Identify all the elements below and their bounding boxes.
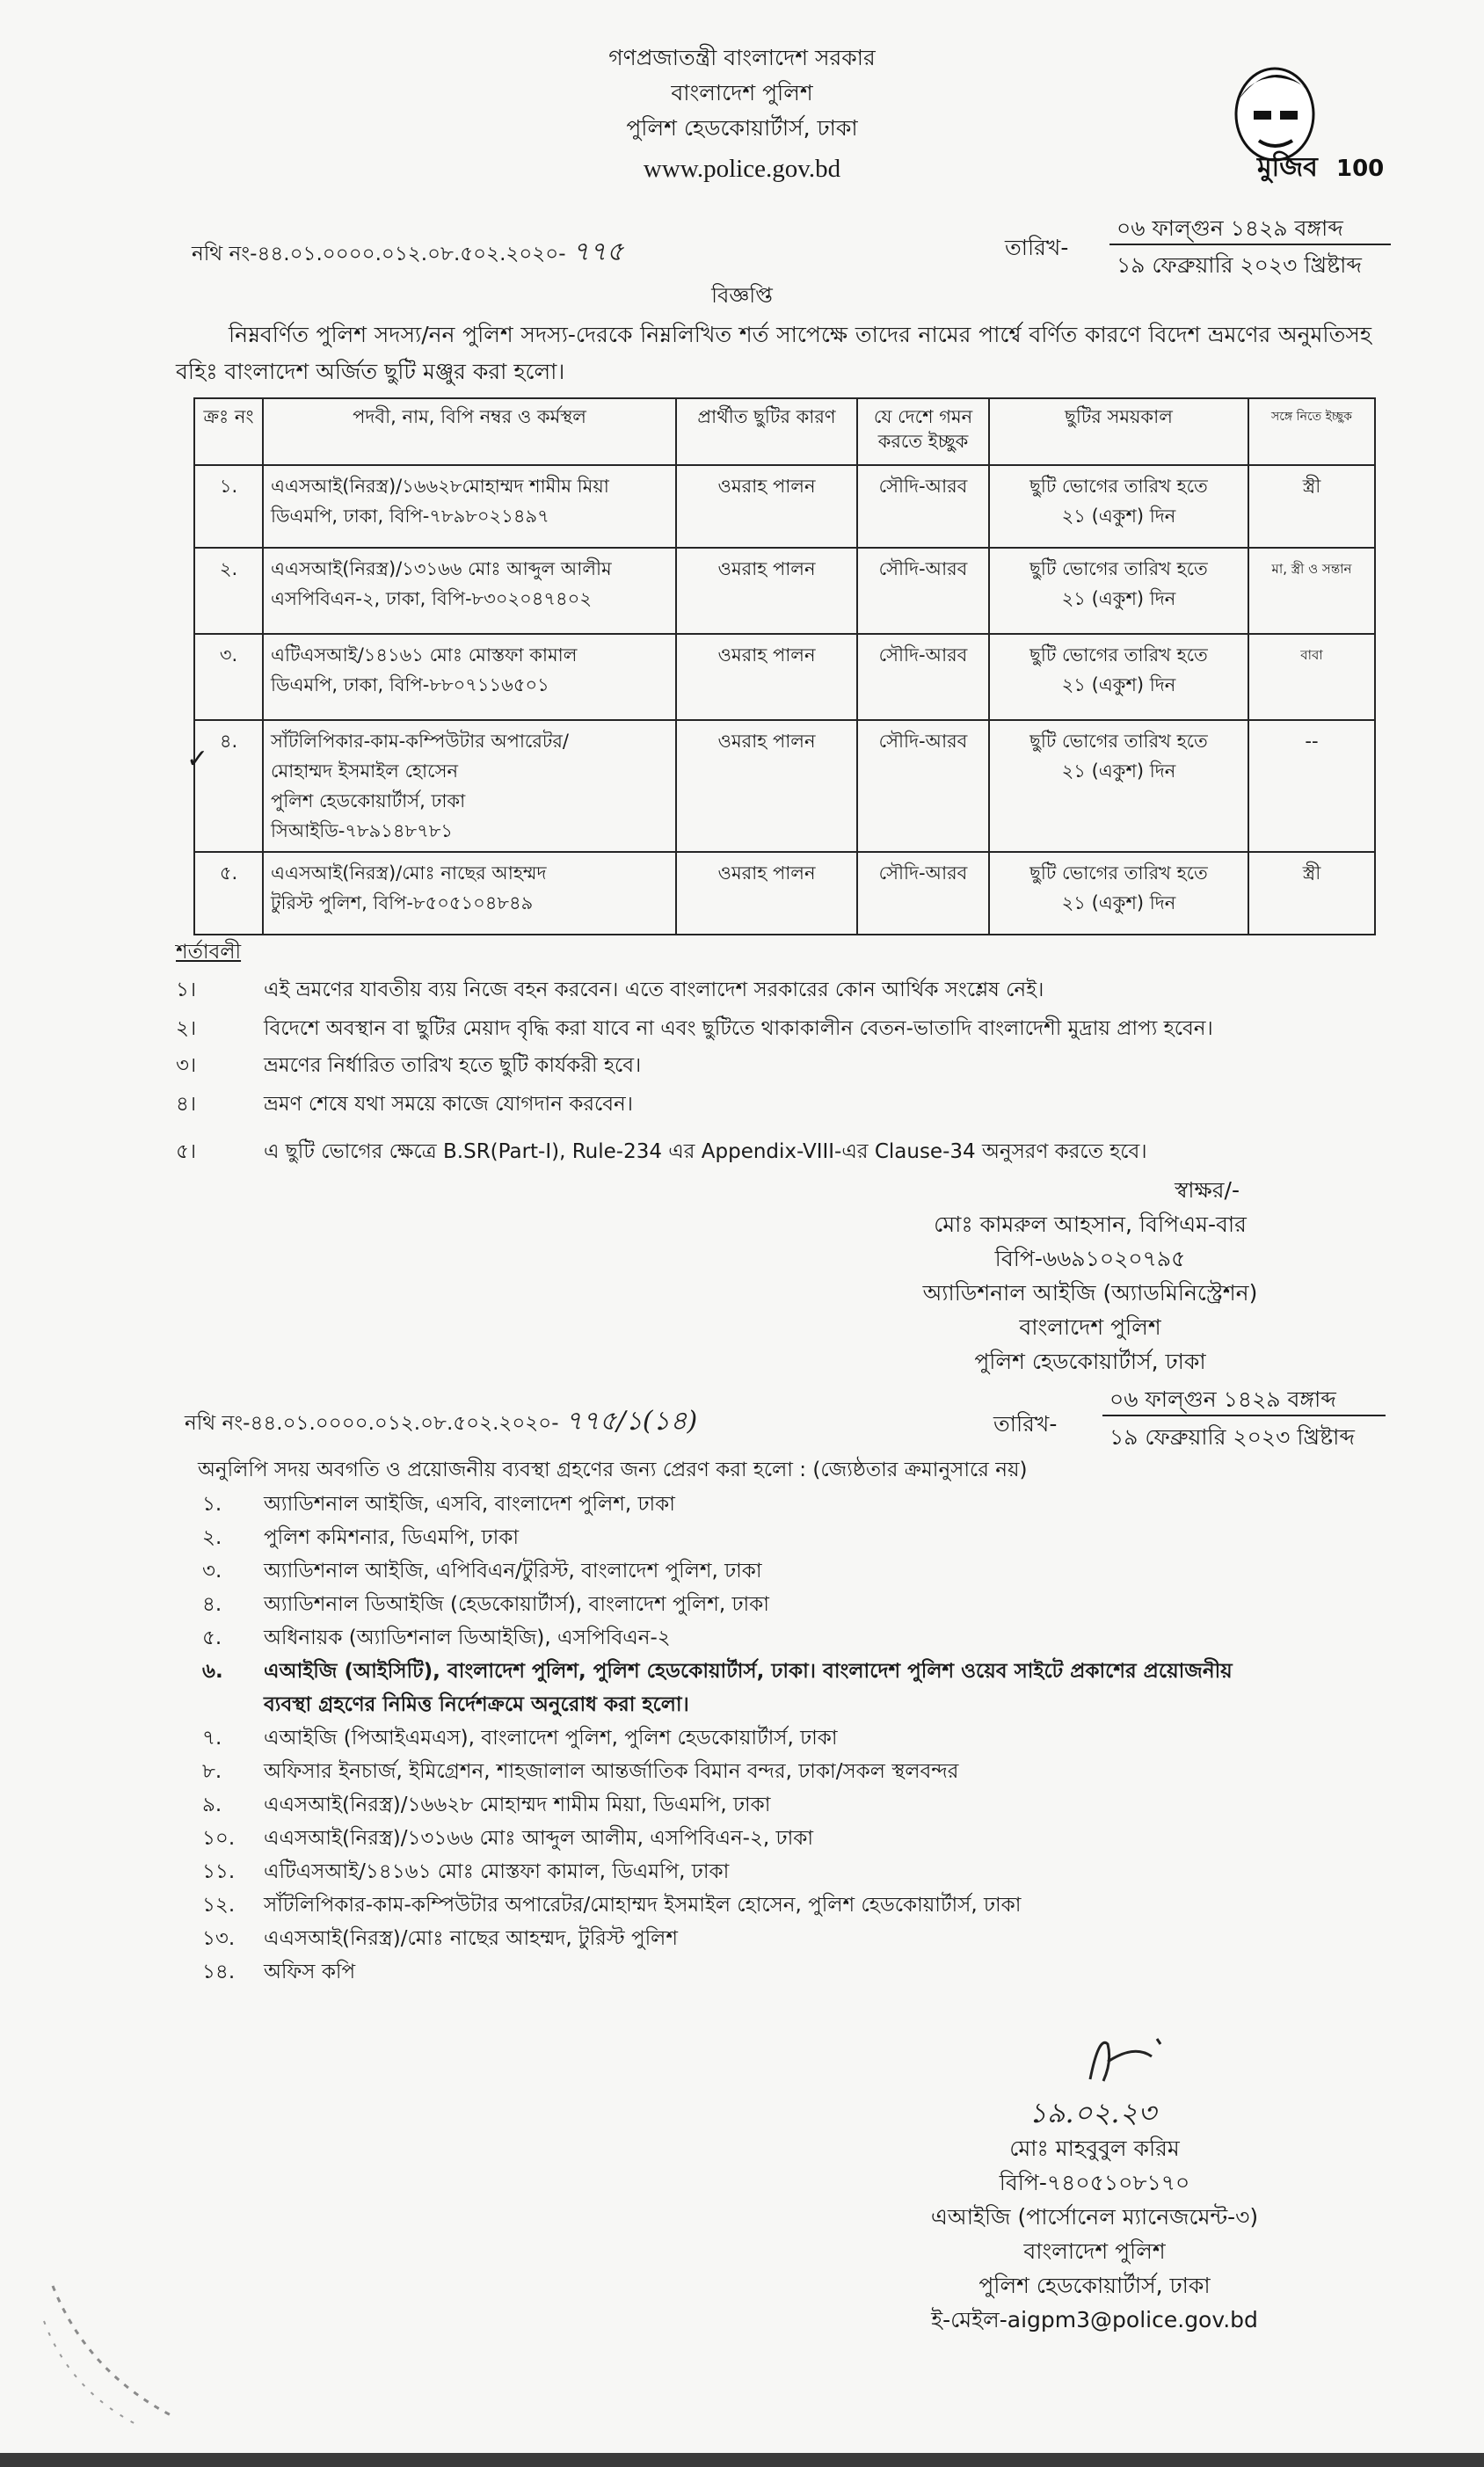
signatory2-email: ই-মেইল-aigpm3@police.gov.bd xyxy=(931,2307,1258,2332)
row-duration xyxy=(989,852,1248,935)
list-number: ১২. xyxy=(202,1894,236,1917)
list-number: ৭. xyxy=(202,1727,222,1750)
duration-line: ২১ (একুশ) দিন xyxy=(1061,760,1176,782)
leave-table xyxy=(193,397,1376,935)
list-item xyxy=(202,1822,1415,1855)
memo2-date-bangla: ০৬ ফাল্গুন ১৪২৯ বঙ্গাব্দ xyxy=(1109,1386,1336,1412)
list-number: ২. xyxy=(202,1526,222,1549)
row-reason: ওমরাহ পালন xyxy=(676,465,857,548)
condition-text: ভ্রমণ শেষে যথা সময়ে কাজে যোগদান করবেন। xyxy=(264,1093,634,1116)
condition-number: ১। xyxy=(176,979,197,1001)
list-number: ১. xyxy=(202,1493,222,1516)
tick-mark-icon: ✓ xyxy=(186,744,209,775)
signatory-designation: অ্যাডিশনাল আইজি (অ্যাডমিনিস্ট্রেশন) xyxy=(922,1280,1258,1306)
logo-badge: 100 xyxy=(1336,156,1385,182)
row-country: সৌদি-আরব xyxy=(857,720,989,852)
list-item xyxy=(202,1955,1415,1989)
name-line: সাঁটলিপিকার-কাম-কম্পিউটার অপারেটর/ xyxy=(271,731,569,752)
condition-item xyxy=(176,1087,633,1122)
list-item xyxy=(202,1888,1415,1922)
list-item xyxy=(202,1922,1415,1955)
table-row xyxy=(194,465,1375,548)
condition-number: ৫। xyxy=(176,1140,197,1163)
date-bangla: ০৬ ফাল্গুন ১৪২৯ বঙ্গাব্দ xyxy=(1117,215,1343,241)
row-reason: ওমরাহ পালন xyxy=(676,548,857,634)
name-line: এসপিবিএন-২, ঢাকা, বিপি-৮৩০২০৪৭৪০২ xyxy=(271,588,592,609)
name-line: মোহাম্মদ ইসমাইল হোসেন xyxy=(271,760,458,782)
condition-text: ভ্রমণের নির্ধারিত তারিখ হতে ছুটি কার্যকরী হবে। xyxy=(264,1054,642,1077)
memo2-date-rule xyxy=(1102,1415,1386,1416)
name-line: সিআইডি-৭৮৯১৪৮৭৮১ xyxy=(271,820,454,841)
date-label: তারিখ- xyxy=(1005,235,1069,260)
col-country: যে দেশে গমন করতে ইচ্ছুক xyxy=(857,398,989,465)
signatory2-office: পুলিশ হেডকোয়ার্টার্স, ঢাকা xyxy=(978,2273,1211,2298)
list-text-line: এআইজি (আইসিটি), বাংলাদেশ পুলিশ, পুলিশ হেডকোয়ার্টার্স, ঢাকা। বাংলাদেশ পুলিশ ওয়েব সাইটে প্রকাশের প্রয়োজনীয় xyxy=(264,1660,1233,1683)
row-country: সৌদি-আরব xyxy=(857,465,989,548)
logo-text: মুজিব xyxy=(1257,152,1318,183)
row-serial: ২. xyxy=(194,548,263,634)
condition-item xyxy=(176,972,1044,1008)
signatory2-org: বাংলাদেশ পুলিশ xyxy=(1023,2238,1166,2264)
list-number: ৪. xyxy=(202,1593,222,1616)
memo-ref xyxy=(192,230,623,275)
list-item xyxy=(202,1755,1415,1788)
duration-line: ২১ (একুশ) দিন xyxy=(1061,674,1176,695)
list-text: অ্যাডিশনাল আইজি, এপিবিএন/টুরিস্ট, বাংলাদেশ পুলিশ, ঢাকা xyxy=(264,1560,762,1583)
duration-line: ২১ (একুশ) দিন xyxy=(1061,588,1176,609)
col-reason: প্রার্থীত ছুটির কারণ xyxy=(676,398,857,465)
list-item xyxy=(202,1788,1415,1822)
scan-edge xyxy=(0,2453,1484,2467)
list-text: অধিনায়ক (অ্যাডিশনাল ডিআইজি), এসপিবিএন-২ xyxy=(264,1626,671,1649)
date-english: ১৯ ফেব্রুয়ারি ২০২৩ খ্রিষ্টাব্দ xyxy=(1117,252,1362,278)
memo-ref-number: নথি নং-৪৪.০১.০০০০.০১২.০৮.৫০২.২০২০- xyxy=(192,243,566,266)
row-name xyxy=(263,720,676,852)
row-name xyxy=(263,548,676,634)
list-text: অ্যাডিশনাল ডিআইজি (হেডকোয়ার্টার্স), বাংলাদেশ পুলিশ, ঢাকা xyxy=(264,1593,769,1616)
list-number: ৬. xyxy=(202,1660,223,1683)
duration-line: ছুটি ভোগের তারিখ হতে xyxy=(1029,644,1208,666)
list-number: ৯. xyxy=(202,1794,222,1816)
duration-line: ২১ (একুশ) দিন xyxy=(1061,892,1176,913)
copy-intro: অনুলিপি সদয় অবগতি ও প্রয়োজনীয় ব্যবস্থা গ্রহণের জন্য প্রেরণ করা হলো : (জ্যেষ্ঠতার ক্রমানুসারে নয়) xyxy=(198,1459,1028,1481)
duration-line: ছুটি ভোগের তারিখ হতে xyxy=(1029,476,1208,497)
condition-text: এই ভ্রমণের যাবতীয় ব্যয় নিজে বহন করবেন। এতে বাংলাদেশ সরকারের কোন আর্থিক সংশ্লেষ নেই। xyxy=(264,979,1044,1001)
notice-title: বিজ্ঞপ্তি xyxy=(711,283,773,308)
memo2-ref-number: নথি নং-৪৪.০১.০০০০.০১২.০৮.৫০২.২০২০- xyxy=(185,1412,559,1435)
signatory-org: বাংলাদেশ পুলিশ xyxy=(1019,1314,1161,1340)
list-text: এআইজি (পিআইএমএস), বাংলাদেশ পুলিশ, পুলিশ হেডকোয়ার্টার্স, ঢাকা xyxy=(264,1727,838,1750)
name-line: ডিএমপি, ঢাকা, বিপি-৮৮০৭১১৬৫০১ xyxy=(271,674,549,695)
list-item xyxy=(202,1721,1415,1755)
conditions-title: শর্তাবলী xyxy=(176,941,242,964)
list-text: এটিএসআই/১৪১৬১ মোঃ মোস্তফা কামাল, ডিএমপি, ঢাকা xyxy=(264,1860,730,1883)
mujib-100-logo-icon xyxy=(1196,53,1389,185)
condition-text: বিদেশে অবস্থান বা ছুটির মেয়াদ বৃদ্ধি করা যাবে না এবং ছুটিতে থাকাকালীন বেতন-ভাতাদি বাংলাদেশী মুদ্রায় প্রাপ্য হবেন। xyxy=(264,1017,1213,1040)
memo2-ref-hand: ৭৭৫/১(১৪) xyxy=(564,1406,698,1437)
list-number: ১৪. xyxy=(202,1961,236,1983)
list-item xyxy=(202,1621,1415,1655)
row-companion: স্ত্রী xyxy=(1248,852,1375,935)
row-duration xyxy=(989,548,1248,634)
office-name: পুলিশ হেডকোয়ার্টার্স, ঢাকা xyxy=(626,115,858,141)
row-duration xyxy=(989,634,1248,720)
list-text: এএসআই(নিরস্ত্র)/১৩১৬৬ মোঃ আব্দুল আলীম, এসপিবিএন-২, ঢাকা xyxy=(264,1827,813,1850)
date-rule xyxy=(1109,244,1391,245)
signatory-name: মোঃ কামরুল আহসান, বিপিএম-বার xyxy=(934,1212,1247,1237)
list-text xyxy=(264,1655,1415,1721)
list-item xyxy=(202,1554,1415,1588)
row-companion: -- xyxy=(1248,720,1375,852)
condition-number: ৩। xyxy=(176,1054,197,1077)
list-item xyxy=(202,1588,1415,1621)
condition-item xyxy=(176,1134,1147,1169)
list-text: অ্যাডিশনাল আইজি, এসবি, বাংলাদেশ পুলিশ, ঢাকা xyxy=(264,1493,675,1516)
condition-number: ৪। xyxy=(176,1093,197,1116)
list-number: ১৩. xyxy=(202,1927,236,1950)
name-line: এএসআই(নিরস্ত্র)/১৩১৬৬ মোঃ আব্দুল আলীম xyxy=(271,558,612,579)
name-line: এএসআই(নিরস্ত্র)/মোঃ নাছের আহম্মদ xyxy=(271,862,547,884)
row-country: সৌদি-আরব xyxy=(857,634,989,720)
list-text-line: ব্যবস্থা গ্রহণের নিমিত্ত নির্দেশক্রমে অনুরোধ করা হলো। xyxy=(264,1693,689,1716)
signatory-bp: বিপি-৬৬৯১০২০৭৯৫ xyxy=(994,1246,1186,1271)
website: www.police.gov.bd xyxy=(643,155,841,183)
list-text: সাঁটলিপিকার-কাম-কম্পিউটার অপারেটর/মোহাম্মদ ইসমাইল হোসেন, পুলিশ হেডকোয়ার্টার্স, ঢাকা xyxy=(264,1894,1022,1917)
row-duration xyxy=(989,465,1248,548)
row-serial: ৪. xyxy=(194,720,263,852)
signed-mark: স্বাক্ষর/- xyxy=(1175,1177,1240,1203)
notice-body: নিম্নবর্ণিত পুলিশ সদস্য/নন পুলিশ সদস্য-দেরকে নিম্নলিখিত শর্ত সাপেক্ষে তাদের নামের পার্শ্বে বর্ণিত কারণে বিদেশ ভ্রমণের অনুমতিসহ বহিঃ বাংলাদেশ অর্জিত ছুটি মঞ্জুর করা হলো। xyxy=(176,322,1371,384)
gov-name: গণপ্রজাতন্ত্রী বাংলাদেশ সরকার xyxy=(608,45,876,70)
handwritten-date: ১৯.০২.২৩ xyxy=(1029,2096,1157,2129)
signature2-block xyxy=(906,2131,1284,2337)
list-item xyxy=(202,1521,1415,1554)
list-number: ১০. xyxy=(202,1827,236,1850)
signatory2-bp: বিপি-৭৪০৫১০৮১৭০ xyxy=(999,2170,1190,2195)
list-text: এএসআই(নিরস্ত্র)/১৬৬২৮ মোহাম্মদ শামীম মিয়া, ডিএমপি, ঢাকা xyxy=(264,1794,771,1816)
signatory-office: পুলিশ হেডকোয়ার্টার্স, ঢাকা xyxy=(974,1349,1206,1374)
duration-line: ২১ (একুশ) দিন xyxy=(1061,506,1176,527)
condition-number: ২। xyxy=(176,1017,197,1040)
list-text: অফিসার ইনচার্জ, ইমিগ্রেশন, শাহজালাল আন্তর্জাতিক বিমান বন্দর, ঢাকা/সকল স্থলবন্দর xyxy=(264,1760,959,1783)
table-header-row xyxy=(194,398,1375,465)
name-line: ডিএমপি, ঢাকা, বিপি-৭৮৯৮০২১৪৯৭ xyxy=(271,506,549,527)
col-name: পদবী, নাম, বিপি নম্বর ও কর্মস্থল xyxy=(263,398,676,465)
duration-line: ছুটি ভোগের তারিখ হতে xyxy=(1029,558,1208,579)
memo-ref-hand: ৭৭৫ xyxy=(571,237,624,267)
memo2-ref xyxy=(185,1400,697,1445)
copy-list xyxy=(202,1488,1415,1989)
signatory2-name: মোঃ মাহবুবুল করিম xyxy=(1009,2136,1180,2161)
condition-item xyxy=(176,1048,641,1083)
row-name xyxy=(263,852,676,935)
list-item xyxy=(202,1488,1415,1521)
table-row xyxy=(194,852,1375,935)
list-text: অফিস কপি xyxy=(264,1961,356,1983)
row-serial: ১. xyxy=(194,465,263,548)
row-name xyxy=(263,465,676,548)
row-reason: ওমরাহ পালন xyxy=(676,720,857,852)
table-row xyxy=(194,720,1375,852)
row-reason: ওমরাহ পালন xyxy=(676,852,857,935)
duration-line: ছুটি ভোগের তারিখ হতে xyxy=(1029,862,1208,884)
row-serial: ৫. xyxy=(194,852,263,935)
col-serial: ক্রঃ নং xyxy=(194,398,263,465)
condition-item xyxy=(176,1011,1213,1046)
col-duration: ছুটির সময়কাল xyxy=(989,398,1248,465)
name-line: পুলিশ হেডকোয়ার্টার্স, ঢাকা xyxy=(271,790,466,811)
table-row xyxy=(194,548,1375,634)
signature-block xyxy=(879,1173,1301,1379)
condition-text: এ ছুটি ভোগের ক্ষেত্রে B.SR(Part-I), Rule-234 এর Appendix-VIII-এর Clause-34 অনুসরণ করতে হবে। xyxy=(264,1140,1147,1163)
memo2-date-label: তারিখ- xyxy=(993,1411,1058,1437)
list-text: এএসআই(নিরস্ত্র)/মোঃ নাছের আহম্মদ, টুরিস্ট পুলিশ xyxy=(264,1927,678,1950)
row-country: সৌদি-আরব xyxy=(857,548,989,634)
table-row xyxy=(194,634,1375,720)
list-number: ৮. xyxy=(202,1760,222,1783)
row-companion: স্ত্রী xyxy=(1248,465,1375,548)
list-item xyxy=(202,1855,1415,1888)
row-name xyxy=(263,634,676,720)
list-number: ১১. xyxy=(202,1860,236,1883)
memo2-date-english: ১৯ ফেব্রুয়ারি ২০২৩ খ্রিষ্টাব্দ xyxy=(1109,1424,1355,1450)
handwritten-signature-icon xyxy=(1073,2027,1187,2097)
list-item xyxy=(202,1655,1415,1721)
faded-stamp-icon xyxy=(35,2268,202,2435)
list-number: ৫. xyxy=(202,1626,222,1649)
row-serial: ৩. xyxy=(194,634,263,720)
name-line: টুরিস্ট পুলিশ, বিপি-৮৫০৫১০৪৮৪৯ xyxy=(271,892,534,913)
row-companion: বাবা xyxy=(1248,634,1375,720)
col-companion: সঙ্গে নিতে ইচ্ছুক xyxy=(1248,398,1375,465)
signatory2-designation: এআইজি (পার্সোনেল ম্যানেজমেন্ট-৩) xyxy=(930,2204,1259,2230)
row-country: সৌদি-আরব xyxy=(857,852,989,935)
row-reason: ওমরাহ পালন xyxy=(676,634,857,720)
duration-line: ছুটি ভোগের তারিখ হতে xyxy=(1029,731,1208,752)
list-text: পুলিশ কমিশনার, ডিএমপি, ঢাকা xyxy=(264,1526,520,1549)
row-duration xyxy=(989,720,1248,852)
list-number: ৩. xyxy=(202,1560,222,1583)
org-name: বাংলাদেশ পুলিশ xyxy=(671,80,813,106)
row-companion: মা, স্ত্রী ও সন্তান xyxy=(1248,548,1375,634)
name-line: এএসআই(নিরস্ত্র)/১৬৬২৮মোহাম্মদ শামীম মিয়া xyxy=(271,476,609,497)
name-line: এটিএসআই/১৪১৬১ মোঃ মোস্তফা কামাল xyxy=(271,644,578,666)
